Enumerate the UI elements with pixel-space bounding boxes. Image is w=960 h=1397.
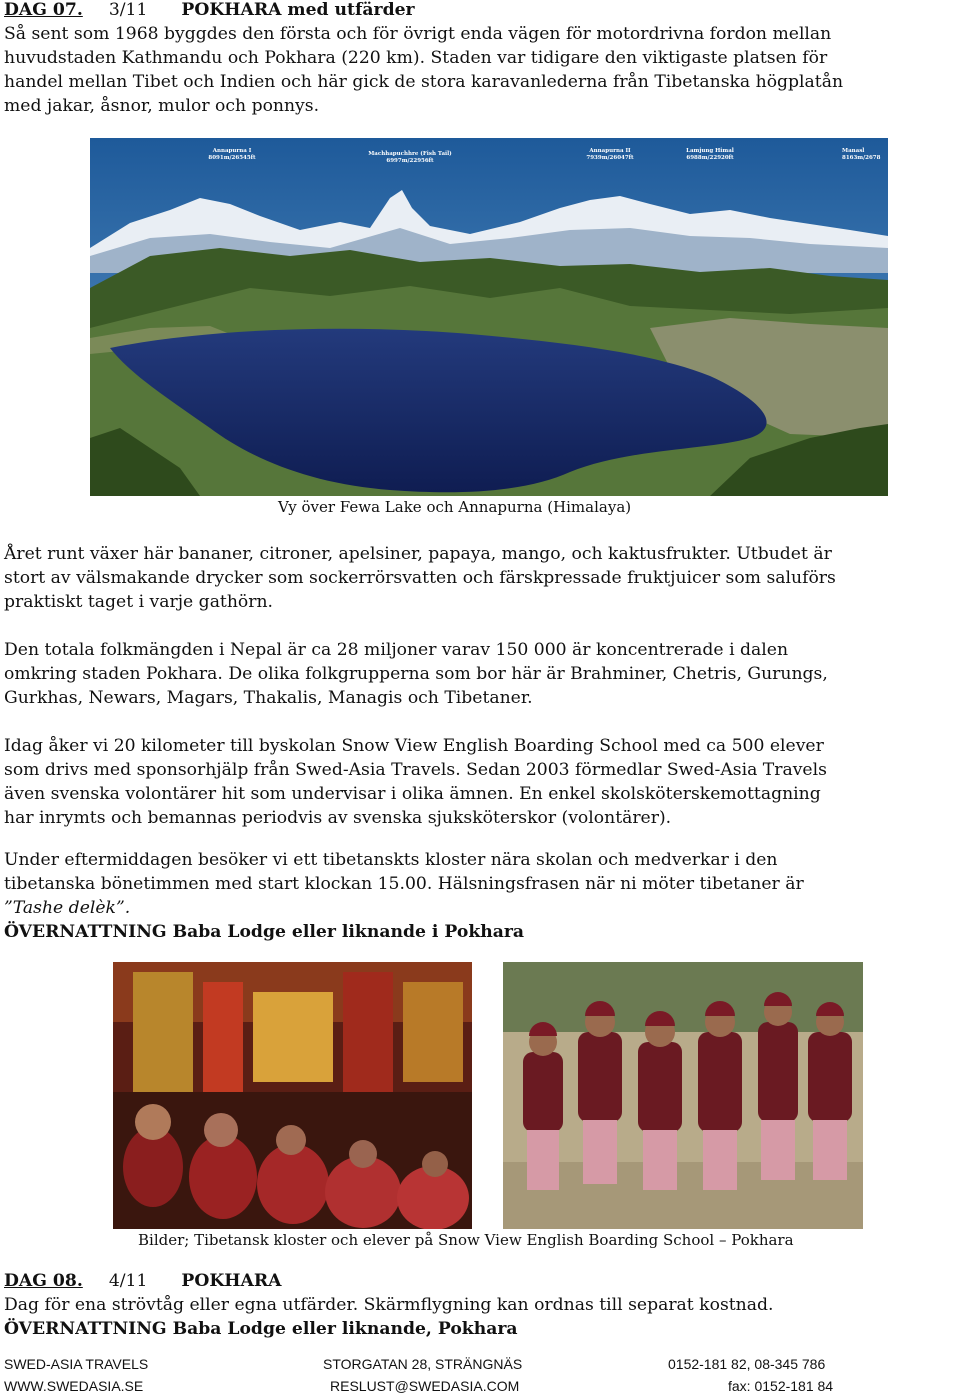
photos-caption: Bilder; Tibetansk kloster och elever på Snow View English Boarding School – Pokhara <box>138 1231 794 1249</box>
fewa-lake-photo <box>90 138 888 496</box>
monastery-photo <box>113 962 472 1229</box>
afternoon-line: Under eftermiddagen besöker vi ett tibetanskts kloster nära skolan och medverkar i den <box>4 850 778 870</box>
school-children-illustration <box>503 962 863 1229</box>
paragraph-line: Den totala folkmängden i Nepal är ca 28 miljoner varav 150 000 är koncentrerade i dalen <box>4 640 789 660</box>
peak-height: 8091m/26545ft <box>208 155 256 161</box>
day07-overnight: ÖVERNATTNING Baba Lodge eller liknande i Pokhara <box>4 922 525 942</box>
day08-text: Dag för ena strövtåg eller egna utfärder. Skärmflygning kan ordnas till separat kostnad. <box>4 1295 774 1315</box>
day08-title: POKHARA <box>181 1271 282 1291</box>
footer-fax: fax: 0152-181 84 <box>728 1378 834 1394</box>
peak-height: 8163m/2678 <box>842 155 881 161</box>
footer-address: STORGATAN 28, STRÄNGNÄS <box>323 1356 523 1372</box>
intro-line: handel mellan Tibet och Indien och här gick de stora karavanlederna från Tibetanska högplatån <box>4 72 844 92</box>
peak-label <box>202 148 262 162</box>
footer-phone: 0152-181 82, 08-345 786 <box>668 1356 826 1372</box>
day07-label: DAG 07. <box>4 0 83 20</box>
peak-name: Annapurna I <box>212 148 252 154</box>
paragraph-line: Året runt växer här bananer, citroner, apelsiner, papaya, mango, och kaktusfrukter. Utbudet är <box>4 544 832 564</box>
intro-line: huvudstaden Kathmandu och Pokhara (220 km). Staden var tidigare den viktigaste platsen för <box>4 48 828 68</box>
paragraph-line: stort av välsmakande drycker som sockerrörsvatten och färskpressade fruktjuicer som saluförs <box>4 568 836 588</box>
peak-height: 6988m/22920ft <box>686 155 734 161</box>
day07-title: POKHARA med utfärder <box>181 0 415 20</box>
paragraph-line: som drivs med sponsorhjälp från Swed-Asia Travels. Sedan 2003 förmedlar Swed-Asia Travels <box>4 760 827 780</box>
peak-name: Manasl <box>842 148 865 154</box>
peak-height: 7939m/26047ft <box>586 155 634 161</box>
greeting-phrase: ”Tashe delèk”. <box>4 898 131 918</box>
paragraph-line: Idag åker vi 20 kilometer till byskolan Snow View English Boarding School med ca 500 elever <box>4 736 824 756</box>
paragraph-line: Gurkhas, Newars, Magars, Thakalis, Managis och Tibetaner. <box>4 688 533 708</box>
day07-count: 3/11 <box>108 0 148 20</box>
peak-label <box>365 151 455 165</box>
peak-height: 6997m/22956ft <box>386 158 434 164</box>
peak-label <box>842 148 888 162</box>
footer-company: SWED-ASIA TRAVELS <box>4 1356 149 1372</box>
intro-line: med jakar, åsnor, mulor och ponnys. <box>4 96 320 116</box>
peak-label <box>680 148 740 162</box>
afternoon-line: tibetanska bönetimmen med start klockan 15.00. Hälsningsfrasen när ni möter tibetaner är <box>4 874 804 894</box>
footer-web: WWW.SWEDASIA.SE <box>4 1378 144 1394</box>
day08-count: 4/11 <box>108 1271 148 1291</box>
school-children-photo <box>503 962 863 1229</box>
day07-heading <box>4 0 415 22</box>
day08-heading <box>4 1269 281 1293</box>
paragraph-line: även svenska volontärer hit som undervisar i olika ämnen. En enkel skolsköterskemottagning <box>4 784 821 804</box>
footer-email: RESLUST@SWEDASIA.COM <box>330 1378 520 1394</box>
day08-label: DAG 08. <box>4 1271 83 1291</box>
peak-name: Machhapuchhre (Fish Tail) <box>368 151 452 157</box>
paragraph-line: praktiskt taget i varje gathörn. <box>4 592 274 612</box>
peak-name: Annapurna II <box>589 148 631 154</box>
monastery-illustration <box>113 962 472 1229</box>
paragraph-line: har inrymts och bemannas periodvis av svenska sjuksköterskor (volontärer). <box>4 808 672 828</box>
day08-overnight: ÖVERNATTNING Baba Lodge eller liknande, Pokhara <box>4 1319 518 1339</box>
peak-name: Lamjung Himal <box>686 148 734 154</box>
paragraph-line: omkring staden Pokhara. De olika folkgrupperna som bor här är Brahminer, Chetris, Gurungs, <box>4 664 828 684</box>
lake-photo-caption: Vy över Fewa Lake och Annapurna (Himalaya) <box>278 498 632 516</box>
fewa-lake-illustration <box>90 138 888 496</box>
peak-label <box>580 148 640 162</box>
intro-line: Så sent som 1968 byggdes den första och för övrigt enda vägen för motordrivna fordon mellan <box>4 24 832 44</box>
